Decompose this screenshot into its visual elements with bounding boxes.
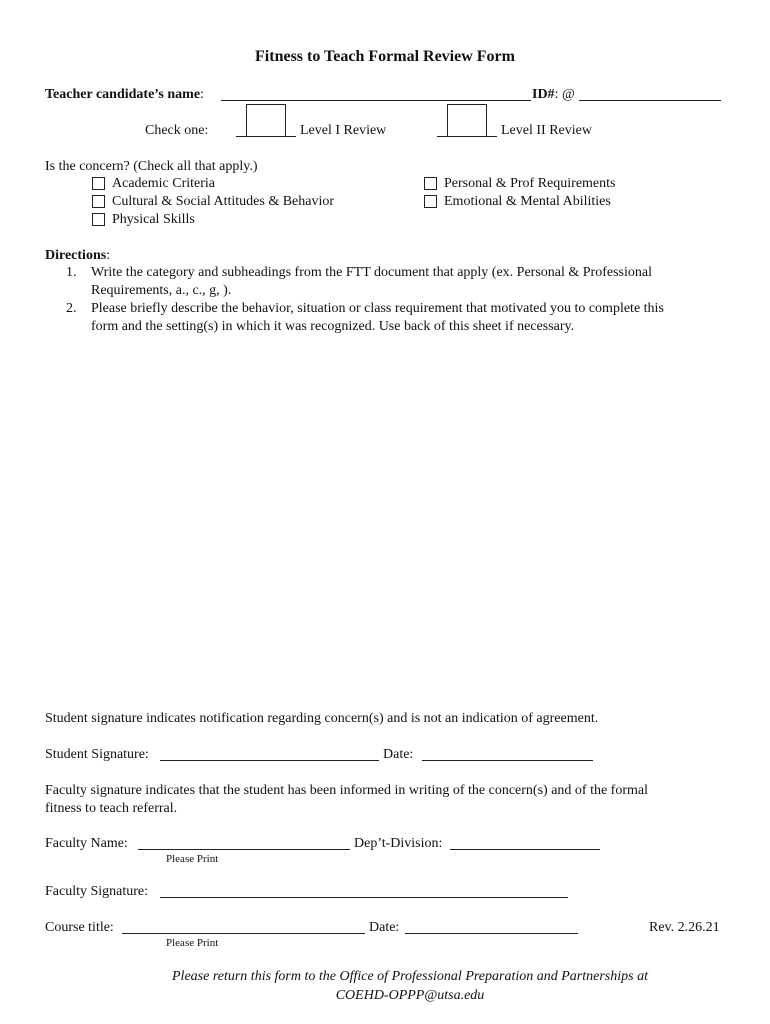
academic-criteria-checkbox[interactable] [92,177,105,190]
emotional-mental-label: Emotional & Mental Abilities [444,194,611,209]
revision-label: Rev. 2.26.21 [649,920,720,935]
student-signature-label: Student Signature: [45,747,149,762]
cultural-social-checkbox[interactable] [92,195,105,208]
student-signature-note: Student signature indicates notification regarding concern(s) and is not an indication of agreement. [45,711,599,726]
course-date-line[interactable] [405,933,578,934]
name-field-line[interactable] [221,100,531,101]
course-title-label: Course title: [45,920,114,935]
id-label: ID# [532,87,555,102]
level2-label: Level II Review [501,123,592,138]
check-one-label: Check one: [145,123,209,138]
faculty-signature-line[interactable] [160,897,568,898]
level2-checkbox[interactable] [447,104,487,137]
direction-2-number: 2. [66,301,77,316]
personal-prof-label: Personal & Prof Requirements [444,176,616,191]
student-date-label: Date: [383,747,414,762]
direction-2-line2: form and the setting(s) in which it was recognized. Use back of this sheet if necessary. [91,319,575,334]
direction-2-line1: Please briefly describe the behavior, situation or class requirement that motivated you to complete this [91,301,664,316]
physical-skills-checkbox[interactable] [92,213,105,226]
directions-colon: : [106,248,111,263]
concern-question: Is the concern? (Check all that apply.) [45,159,258,174]
footer-line1: Please return this form to the Office of Professional Preparation and Partnerships at [172,969,648,984]
personal-prof-checkbox[interactable] [424,177,437,190]
physical-skills-label: Physical Skills [112,212,195,227]
faculty-signature-label: Faculty Signature: [45,884,149,899]
faculty-note-line1: Faculty signature indicates that the student has been informed in writing of the concern(s) and of the formal [45,783,648,798]
student-date-line[interactable] [422,760,593,761]
level1-label: Level I Review [300,123,387,138]
name-label: Teacher candidate’s name [45,87,201,102]
id-label-group [532,86,575,103]
direction-1-line2: Requirements, a., c., g, ). [91,283,232,298]
footer-email: COEHD-OPPP@utsa.edu [335,988,485,1003]
please-print-hint-name: Please Print [166,853,219,865]
course-title-line[interactable] [122,933,365,934]
please-print-hint-course: Please Print [166,937,219,949]
faculty-name-line[interactable] [138,849,350,850]
academic-criteria-label: Academic Criteria [112,176,216,191]
id-suffix: : @ [554,87,575,102]
directions-heading-text: Directions [45,248,107,263]
response-area[interactable] [45,345,725,695]
course-date-label: Date: [369,920,400,935]
direction-1-number: 1. [66,265,77,280]
emotional-mental-checkbox[interactable] [424,195,437,208]
form-title: Fitness to Teach Formal Review Form [255,48,515,65]
faculty-note-line2: fitness to teach referral. [45,801,178,816]
direction-1-line1: Write the category and subheadings from the FTT document that apply (ex. Personal & Professional [91,265,652,280]
faculty-name-label: Faculty Name: [45,836,128,851]
dept-division-label: Dep’t-Division: [354,836,443,851]
name-colon: : [200,87,204,102]
level1-checkbox[interactable] [246,104,286,137]
student-signature-line[interactable] [160,760,379,761]
dept-division-line[interactable] [450,849,600,850]
directions-heading [45,247,110,264]
id-field-line[interactable] [579,100,721,101]
cultural-social-label: Cultural & Social Attitudes & Behavior [112,194,335,209]
name-label-group [45,86,204,103]
